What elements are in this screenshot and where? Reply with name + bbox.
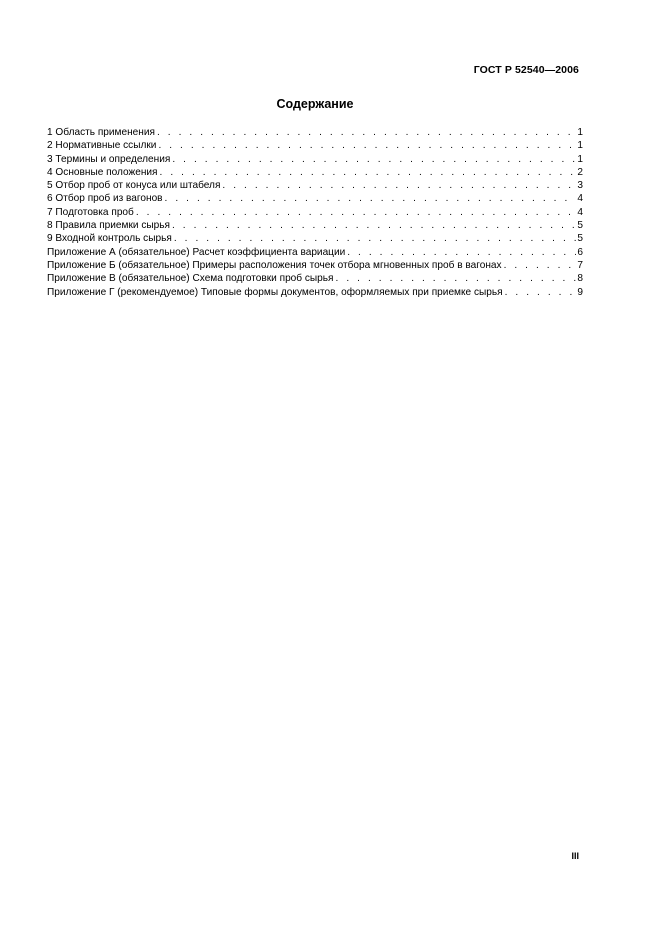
toc-entry-page: 1 — [577, 153, 583, 165]
toc-entry-page: 2 — [577, 166, 583, 178]
toc-dot-leader — [136, 206, 577, 219]
toc-entry-text: 4 Основные положения — [47, 166, 158, 178]
toc-dot-leader — [172, 219, 576, 232]
toc-entry-general-provisions — [47, 166, 583, 179]
toc-entry-page: 5 — [577, 220, 583, 232]
toc-entry-page: 6 — [577, 246, 583, 258]
toc-entry-text: 2 Нормативные ссылки — [47, 140, 157, 152]
toc-dot-leader — [504, 259, 577, 272]
toc-entry-page: 1 — [577, 140, 583, 152]
toc-entry-text: 8 Правила приемки сырья — [47, 220, 170, 232]
toc-entry-appendix-a — [47, 246, 583, 259]
toc-dot-leader — [172, 153, 576, 166]
toc-entry-acceptance-rules — [47, 219, 583, 232]
toc-dot-leader — [165, 192, 577, 205]
toc-entry-cone-sampling — [47, 179, 583, 192]
toc-dot-leader — [160, 166, 577, 179]
toc-entry-page: 4 — [577, 206, 583, 218]
toc-entry-sample-preparation — [47, 206, 583, 219]
toc-entry-wagon-sampling — [47, 192, 583, 205]
page-number: III — [571, 851, 579, 861]
toc-dot-leader — [222, 179, 576, 192]
toc-entry-page: 4 — [577, 193, 583, 205]
toc-entry-scope — [47, 126, 583, 139]
toc-entry-page: 9 — [577, 286, 583, 298]
table-of-contents — [47, 126, 583, 299]
toc-entry-text: Приложение В (обязательное) Схема подготовки проб сырья — [47, 273, 334, 285]
toc-entry-text: 7 Подготовка проб — [47, 206, 134, 218]
toc-dot-leader — [336, 272, 577, 285]
toc-entry-text: 9 Входной контроль сырья — [47, 233, 172, 245]
toc-entry-page: 3 — [577, 180, 583, 192]
toc-entry-text: 1 Область применения — [47, 127, 155, 138]
toc-dot-leader — [157, 126, 576, 139]
toc-entry-appendix-b — [47, 259, 583, 272]
toc-entry-normative-references — [47, 139, 583, 152]
toc-entry-page: 8 — [577, 273, 583, 285]
toc-entry-page: 1 — [577, 127, 583, 138]
toc-entry-appendix-v — [47, 272, 583, 285]
toc-entry-text: 5 Отбор проб от конуса или штабеля — [47, 180, 221, 192]
toc-entry-text: Приложение Б (обязательное) Примеры расположения точек отбора мгновенных проб в вагонах — [47, 259, 502, 271]
toc-entry-appendix-g — [47, 286, 583, 299]
toc-entry-incoming-control — [47, 232, 583, 245]
toc-entry-terms — [47, 153, 583, 166]
toc-dot-leader — [158, 139, 576, 152]
toc-dot-leader — [347, 246, 576, 259]
toc-entry-page: 7 — [577, 259, 583, 271]
toc-entry-text: 3 Термины и определения — [47, 153, 171, 165]
standard-code-header: ГОСТ Р 52540—2006 — [473, 64, 579, 76]
toc-dot-leader — [174, 232, 577, 245]
toc-entry-page: 5 — [577, 233, 583, 245]
toc-entry-text: Приложение Г (рекомендуемое) Типовые формы документов, оформляемых при приемке сырья — [47, 286, 503, 298]
toc-entry-text: Приложение А (обязательное) Расчет коэффициента вариации — [47, 246, 346, 258]
toc-entry-text: 6 Отбор проб из вагонов — [47, 193, 163, 205]
toc-dot-leader — [505, 286, 577, 299]
toc-title: Содержание — [276, 97, 354, 111]
